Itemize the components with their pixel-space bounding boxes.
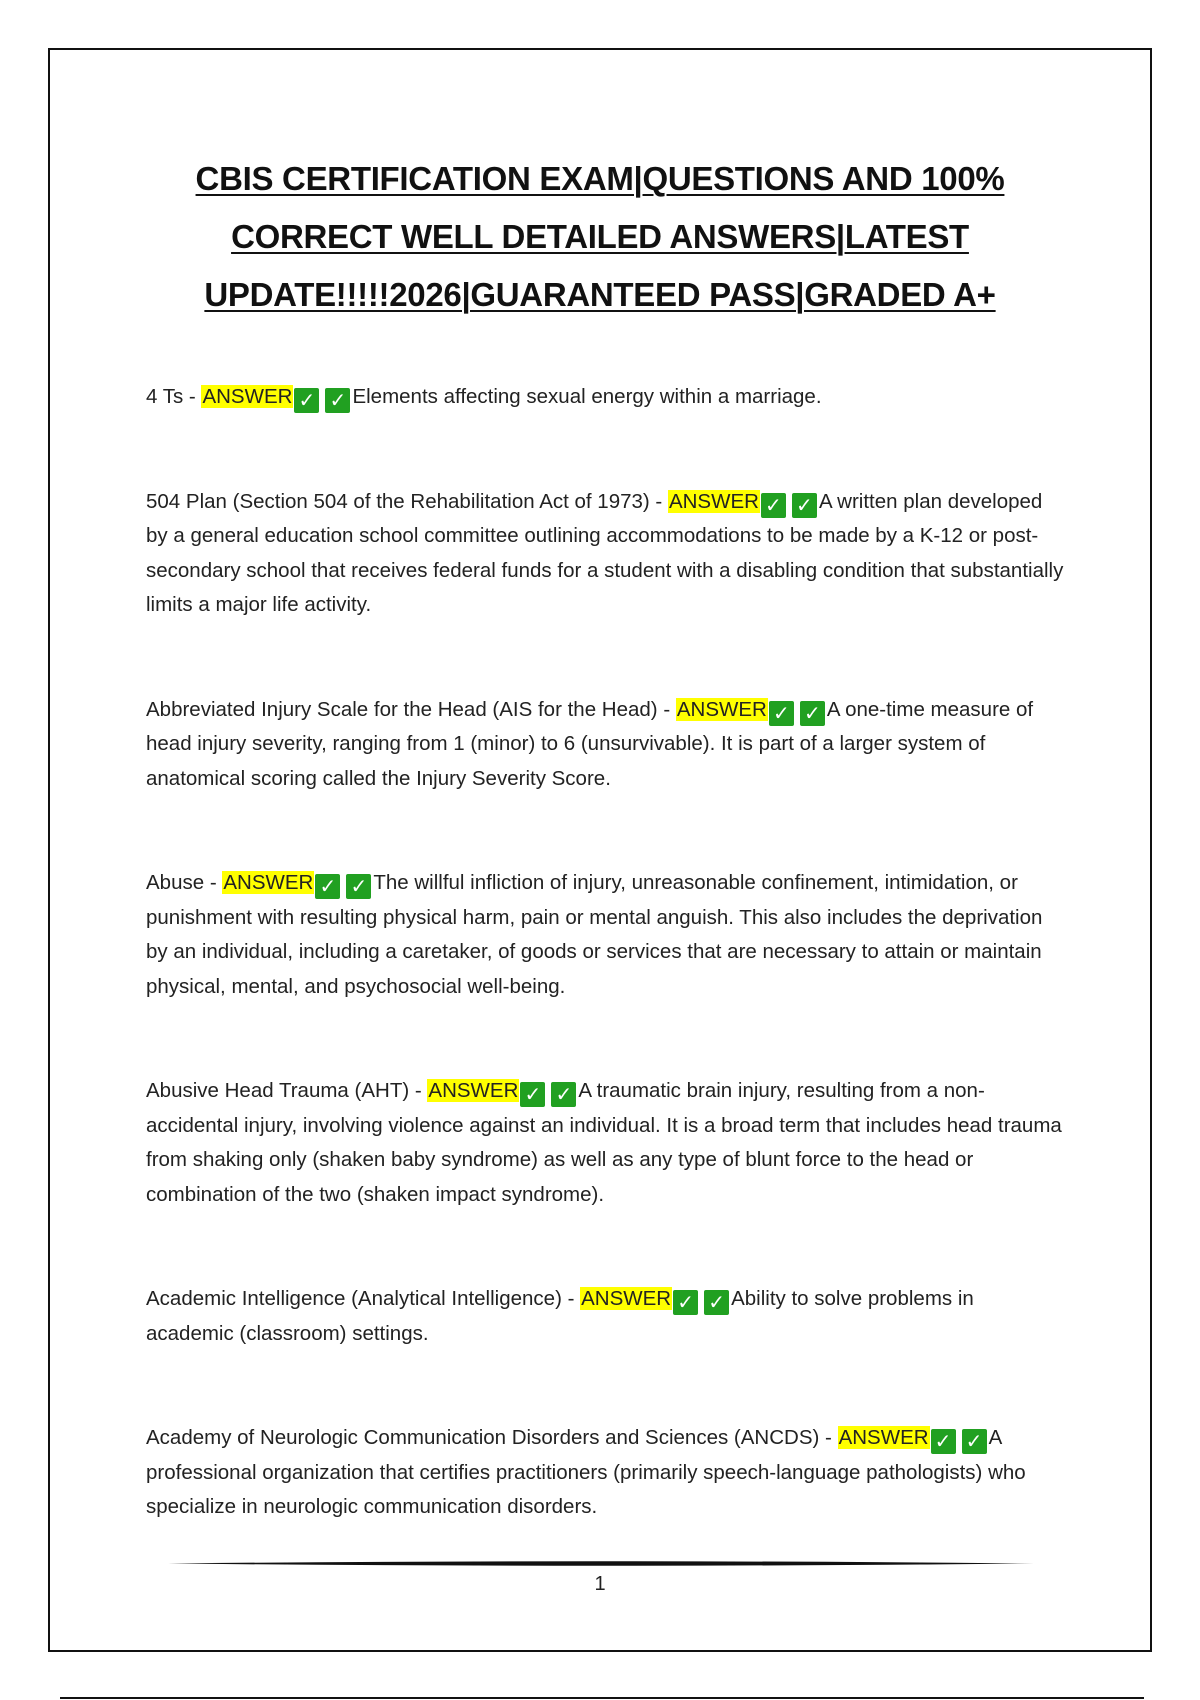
check-mark-icon: ✓ (551, 1082, 576, 1107)
answer-label: ANSWER (202, 385, 293, 408)
entry (146, 485, 1066, 623)
check-mark-icon: ✓ (800, 701, 825, 726)
answer-label: ANSWER (581, 1287, 672, 1310)
entry-definition: A one-time measure of head injury severity, ranging from 1 (minor) to 6 (unsurvivable). It is part of a larger system of anatomical scoring called the Injury Severity Score. (146, 697, 1034, 790)
answer-label: ANSWER (838, 1426, 929, 1449)
entry-definition: A traumatic brain injury, resulting from a non-accidental injury, involving violence against an individual. It is a broad term that includes head trauma from shaking only (shaken baby syndrome) as well as any type of blunt force to the head or combination of the two (shaken impact syndrome). (146, 1079, 1062, 1206)
check-mark-icon: ✓ (520, 1082, 545, 1107)
entry (146, 866, 1066, 1004)
check-mark-icon: ✓ (704, 1290, 729, 1315)
answer-label: ANSWER (676, 697, 767, 721)
answer-label: ANSWER (223, 871, 314, 894)
check-mark-icon: ✓ (962, 1429, 987, 1454)
check-mark-icon: ✓ (931, 1429, 956, 1454)
check-mark-icon: ✓ (315, 874, 340, 899)
check-mark-icon: ✓ (325, 388, 350, 413)
entry-term: Abuse - (146, 871, 223, 894)
check-mark-icon: ✓ (346, 874, 371, 899)
check-mark-icon: ✓ (769, 701, 794, 726)
check-mark-icon: ✓ (792, 493, 817, 518)
check-mark-icon: ✓ (294, 388, 319, 413)
page-number: 1 (594, 1573, 606, 1595)
entry-definition: Elements affecting sexual energy within a marriage. (352, 385, 822, 408)
entry-definition: A professional organization that certifies practitioners (primarily speech-language pathologists) who specialize in neurologic communication disorders. (146, 1426, 1026, 1518)
entry-definition: A written plan developed by a general education school committee outlining accommodations to be made by a K-12 or post-secondary school that receives federal funds for a student with a disabling condition that substantially limits a major life activity. (146, 489, 1064, 616)
entry-term: 4 Ts - (146, 385, 202, 408)
answer-label: ANSWER (668, 489, 759, 513)
entry-term: Abusive Head Trauma (AHT) - (146, 1079, 428, 1102)
check-mark-icon: ✓ (673, 1290, 698, 1315)
entry-term: 504 Plan (Section 504 of the Rehabilitation Act of 1973) - (146, 489, 668, 513)
entry-term: Academy of Neurologic Communication Disorders and Sciences (ANCDS) - (146, 1426, 838, 1449)
entry-term: Academic Intelligence (Analytical Intelligence) - (146, 1287, 581, 1310)
page-title: CBIS CERTIFICATION EXAM|QUESTIONS AND 100% CORRECT WELL DETAILED ANSWERS|LATEST UPDATE!!!!!2026|GUARANTEED PASS|GRADED A+ (195, 160, 1005, 313)
entry-definition: The willful infliction of injury, unreasonable confinement, intimidation, or punishment with resulting physical harm, pain or mental anguish. This also includes the deprivation by an individual, including a caretaker, of goods or services that are necessary to attain or maintain physical, mental, and psychosocial well-being. (146, 871, 1043, 998)
entry (146, 1074, 1066, 1212)
entry-term: Abbreviated Injury Scale for the Head (AIS for the Head) - (146, 697, 676, 721)
entry-list (146, 380, 1066, 1525)
entry (146, 380, 1066, 415)
next-page-edge (60, 1697, 1144, 1699)
answer-label: ANSWER (428, 1079, 519, 1102)
footer-divider (168, 1560, 1034, 1567)
entry-definition: Ability to solve problems in academic (classroom) settings. (146, 1287, 974, 1345)
entry (146, 693, 1066, 797)
check-mark-icon: ✓ (761, 493, 786, 518)
entry (146, 1421, 1066, 1525)
entry (146, 1282, 1066, 1351)
